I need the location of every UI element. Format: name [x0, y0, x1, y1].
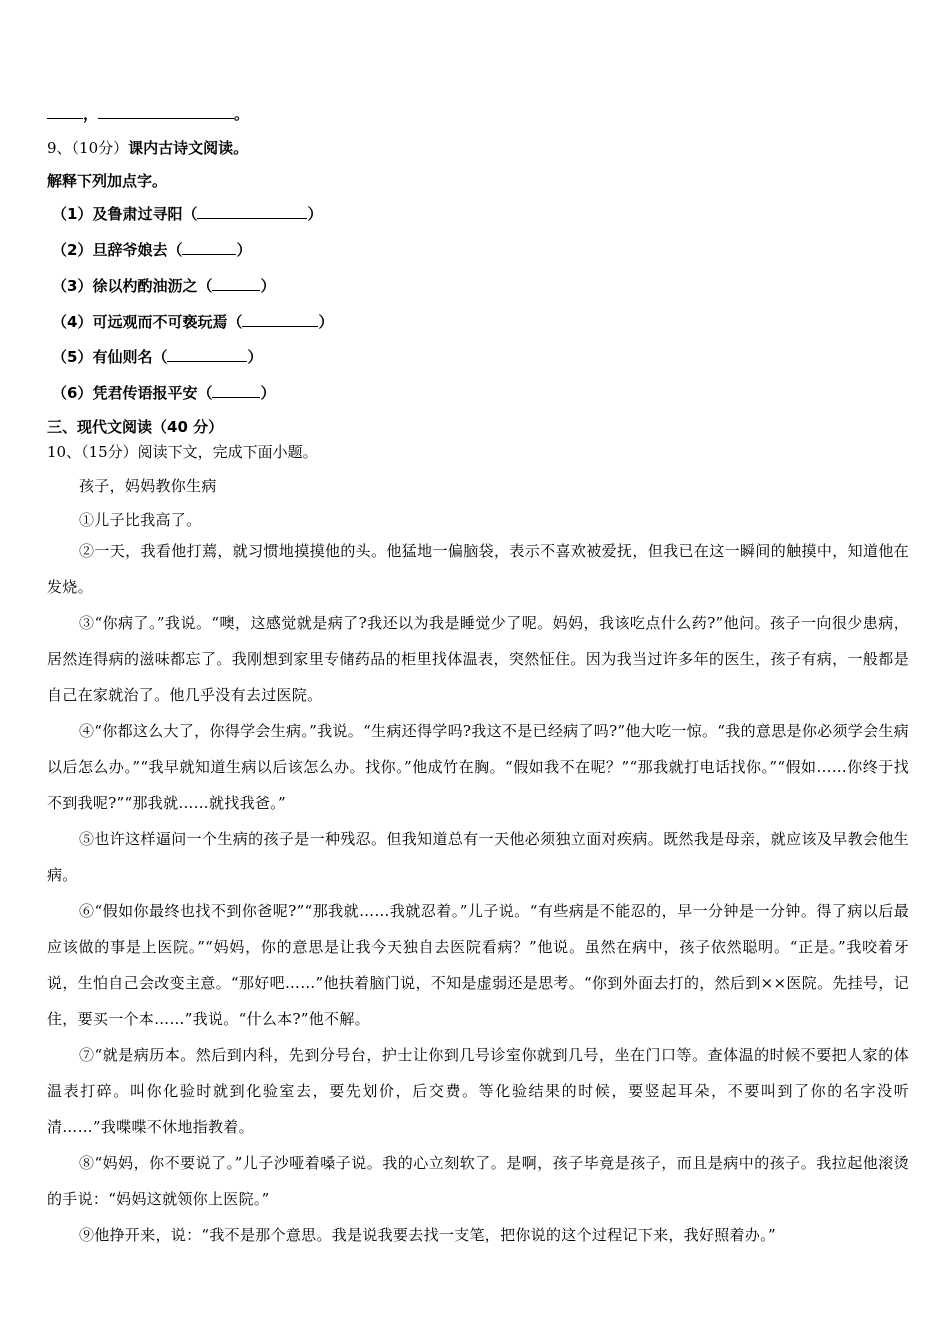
question-9-title: 课内古诗文阅读。: [128, 139, 249, 157]
answer-blank[interactable]: [98, 103, 234, 119]
period: 。: [234, 105, 250, 123]
question-9-item-6: （6）凭君传语报平安（ ）: [52, 384, 276, 402]
question-10-heading: 10、（15分）阅读下文，完成下面小题。: [47, 443, 318, 461]
question-9-number: 9、（10分）: [47, 139, 129, 157]
comma: ，: [83, 105, 99, 123]
article-title: 孩子，妈妈教你生病: [79, 477, 217, 495]
question-9-item-2: （2）旦辞爷娘去（ ）: [52, 241, 252, 259]
article-paragraph-6: ⑥“假如你最终也找不到你爸呢?”“那我就……我就忍着。”儿子说。“有些病是不能忍的，早一分钟是一分钟。得了病以后最应该做的事是上医院。”“妈妈，你的意思是让我今天独自去医院看病？”他说。虽然在病中，孩子依然聪明。“正是。”我咬着牙说，生怕自己会改变主意。“那好吧……”他扶着脑门说，不知是虚弱还是思考。“你到外面去打的，然后到××医院。先挂号，记住，要买一个本……”我说。“什么本?”他不解。: [47, 902, 909, 1028]
article-paragraph-2: ②一天，我看他打蔫，就习惯地摸摸他的头。他猛地一偏脑袋，表示不喜欢被爱抚，但我已在这一瞬间的触摸中，知道他在发烧。: [47, 542, 909, 596]
question-9-instruction: 解释下列加点字。: [47, 172, 168, 190]
article-paragraph-5: ⑤也许这样逼问一个生病的孩子是一种残忍。但我知道总有一天他必须独立面对疾病。既然我是母亲，就应该及早教会他生病。: [47, 830, 909, 884]
question-9-item-3: （3）徐以杓酌油沥之（ ）: [52, 277, 276, 295]
question-9-item-4: （4）可远观而不可亵玩焉（ ）: [52, 313, 334, 331]
section-3-title: 三、现代文阅读（40 分）: [47, 418, 224, 436]
question-9-heading: [47, 138, 248, 158]
answer-blank[interactable]: [242, 311, 318, 327]
answer-blank[interactable]: [197, 203, 307, 219]
fill-in-line: [47, 103, 249, 124]
answer-blank[interactable]: [212, 275, 260, 291]
question-9-item-5: （5）有仙则名（ ）: [52, 348, 263, 366]
answer-blank[interactable]: [182, 239, 236, 255]
article-paragraph-4: ④“你都这么大了，你得学会生病。”我说。“生病还得学吗?我这不是已经病了吗?”他大吃一惊。“我的意思是你必须学会生病以后怎么办。”“我早就知道生病以后该怎么办。找你。”他成竹在胸。“假如我不在呢？”“那我就打电话找你。”“假如……你终于找不到我呢?”“那我就……就找我爸。”: [47, 722, 909, 812]
question-9-item-1: （1）及鲁肃过寻阳（ ）: [52, 205, 323, 223]
article-paragraph-9: ⑨他挣开来，说：“我不是那个意思。我是说我要去找一支笔，把你说的这个过程记下来，我好照着办。”: [79, 1226, 776, 1244]
answer-blank[interactable]: [47, 103, 83, 119]
article-paragraph-3: ③“你病了。”我说。“噢，这感觉就是病了?我还以为我是睡觉少了呢。妈妈，我该吃点什么药?”他问。孩子一向很少患病，居然连得病的滋味都忘了。我刚想到家里专储药品的柜里找体温表，突然怔住。因为我当过许多年的医生，孩子有病，一般都是自己在家就治了。他几乎没有去过医院。: [47, 614, 909, 704]
answer-blank[interactable]: [212, 382, 260, 398]
article-paragraph-7: ⑦“就是病历本。然后到内科，先到分号台，护士让你到几号诊室你就到几号，坐在门口等。查体温的时候不要把人家的体温表打碎。叫你化验时就到化验室去，要先划价，后交费。等化验结果的时候，要竖起耳朵，不要叫到了你的名字没听清……”我喋喋不休地指教着。: [47, 1046, 909, 1136]
article-paragraph-1: ①儿子比我高了。: [79, 511, 202, 529]
answer-blank[interactable]: [167, 346, 247, 362]
article-paragraph-8: ⑧“妈妈，你不要说了。”儿子沙哑着嗓子说。我的心立刻软了。是啊，孩子毕竟是孩子，而且是病中的孩子。我拉起他滚烫的手说：“妈妈这就领你上医院。”: [47, 1154, 909, 1208]
